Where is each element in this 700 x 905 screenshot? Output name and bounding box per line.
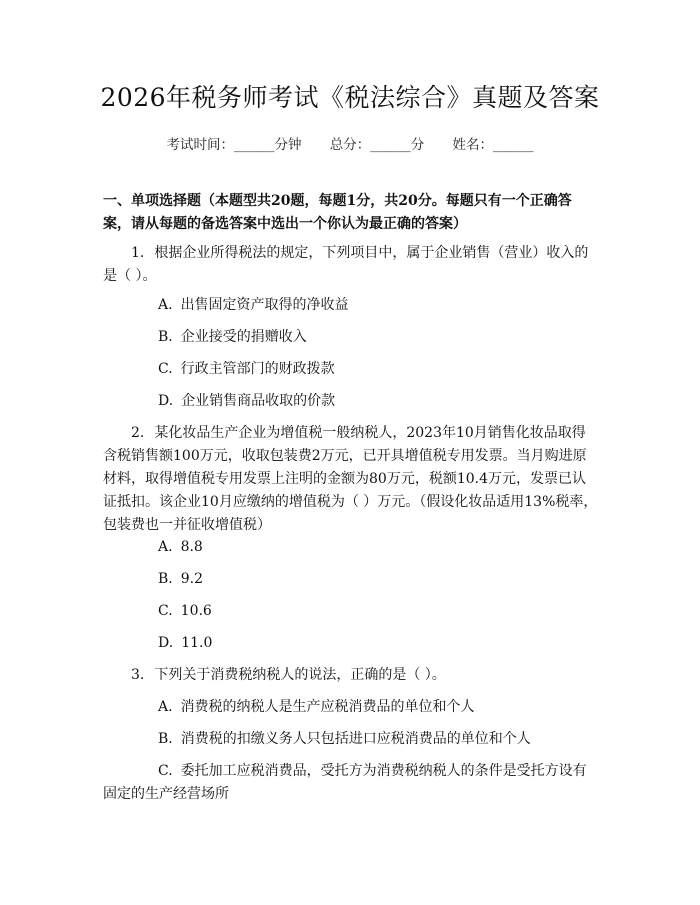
exam-meta xyxy=(0,133,700,153)
exam-time: 考试时间：______分钟 xyxy=(166,137,302,153)
question-3-option-a xyxy=(158,696,598,719)
option-text: 消费税的扣缴义务人只包括进口应税消费品的单位和个人 xyxy=(180,731,531,747)
question-2-option-a xyxy=(158,536,598,559)
question-1 xyxy=(103,242,598,288)
option-letter: A. xyxy=(158,539,173,555)
option-text: 9.2 xyxy=(180,571,204,587)
question-1-option-c xyxy=(158,358,598,381)
document-title: 2026年税务师考试《税法综合》真题及答案 xyxy=(100,83,600,112)
option-letter: C. xyxy=(158,603,173,619)
question-2-option-c xyxy=(158,600,598,623)
question-number: 1. xyxy=(131,245,145,261)
question-text: 根据企业所得税法的规定，下列项目中，属于企业销售（营业）收入的是（ ）。 xyxy=(103,245,589,284)
option-letter: D. xyxy=(158,393,174,409)
question-2 xyxy=(103,422,598,537)
option-text: 委托加工应税消费品，受托方为消费税纳税人的条件是受托方设有固定的生产经营场所 xyxy=(103,763,587,802)
option-text: 10.6 xyxy=(180,603,212,619)
option-text: 企业销售商品收取的价款 xyxy=(181,393,336,409)
option-text: 消费税的纳税人是生产应税消费品的单位和个人 xyxy=(180,699,475,715)
option-letter: C. xyxy=(158,361,173,377)
question-2-option-d xyxy=(158,632,598,655)
option-text: 行政主管部门的财政拨款 xyxy=(180,361,335,377)
question-number: 3. xyxy=(131,667,145,683)
question-2-option-b xyxy=(158,568,598,591)
question-1-option-d xyxy=(158,390,598,413)
option-letter: A. xyxy=(158,699,173,715)
option-letter: C. xyxy=(158,763,173,779)
option-letter: B. xyxy=(158,329,173,345)
question-3-option-c xyxy=(103,760,598,806)
option-text: 企业接受的捐赠收入 xyxy=(180,329,307,345)
question-text: 某化妆品生产企业为增值税一般纳税人，2023年10月销售化妆品取得含税销售额100万元，收取包装费2万元，已开具增值税专用发票。当月购进原材料，取得增值税专用发票上注明的金额为80万元，税额10.4万元，发票已认证抵扣。该企业10月应缴纳的增值税为（ ）万元。（假设化妆品适用13%税率，包装费也一并征收增值税） xyxy=(103,425,598,533)
question-text: 下列关于消费税纳税人的说法，正确的是（ ）。 xyxy=(154,667,446,683)
question-3-option-b xyxy=(158,728,598,751)
question-number: 2. xyxy=(131,425,145,441)
question-1-option-a xyxy=(158,294,598,317)
exam-name: 姓名：______ xyxy=(452,137,534,153)
question-1-option-b xyxy=(158,326,598,349)
option-letter: B. xyxy=(158,571,173,587)
option-letter: B. xyxy=(158,731,173,747)
option-text: 8.8 xyxy=(180,539,203,555)
exam-score: 总分：______分 xyxy=(329,137,425,153)
question-3 xyxy=(103,664,598,687)
option-text: 出售固定资产取得的净收益 xyxy=(180,297,349,313)
section-heading: 一、单项选择题（本题型共20题，每题1分，共20分。每题只有一个正确答案，请从每题的备选答案中选出一个你认为最正确的答案） xyxy=(103,193,572,232)
option-letter: D. xyxy=(158,635,174,651)
option-text: 11.0 xyxy=(181,635,213,651)
option-letter: A. xyxy=(158,297,173,313)
